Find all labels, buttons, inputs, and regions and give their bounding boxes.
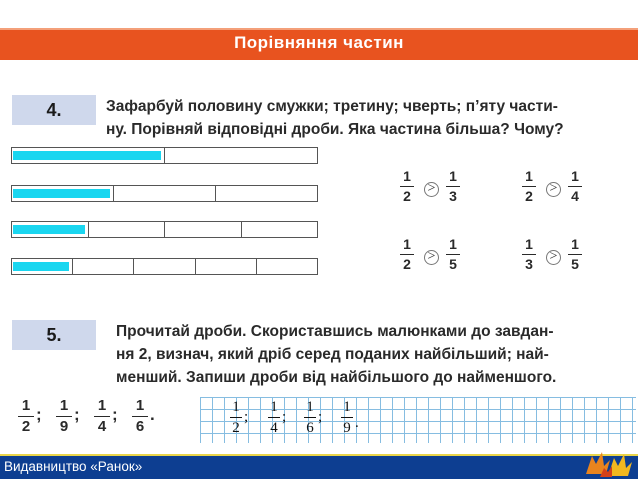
strip-segment-filled[interactable] (12, 259, 73, 274)
task-5-fraction: 1 2 (18, 397, 34, 436)
comparison-sign: > (427, 181, 436, 196)
comparison-sign-field[interactable] (424, 250, 439, 265)
answer-fraction: 1 2 (230, 399, 242, 436)
strip-segment[interactable] (73, 259, 134, 274)
strip-segment[interactable] (242, 222, 318, 237)
separator: ; (36, 405, 42, 424)
strip-segment[interactable] (165, 222, 242, 237)
strip-segment[interactable] (257, 259, 317, 274)
autumn-leaves-icon (578, 446, 636, 478)
title-bar (0, 28, 638, 60)
strip-quarters[interactable] (11, 221, 318, 238)
strip-segment[interactable] (114, 186, 216, 201)
fraction: 1 5 (568, 236, 582, 273)
publisher-label: Видавництво «Ранок» (4, 459, 143, 474)
task-5-text-line-3: менший. Запиши дроби від найбільшого до найменшого. (116, 369, 557, 386)
fraction: 1 3 (522, 236, 536, 273)
comparison-sign: > (427, 249, 436, 264)
task-4-text-line-2: ну. Порівняй відповідні дроби. Яка частина більша? Чому? (106, 121, 564, 138)
separator: ; (282, 409, 287, 425)
comparison-sign-field[interactable] (424, 182, 439, 197)
strip-segment-filled[interactable] (12, 148, 165, 163)
separator: . (150, 405, 155, 424)
task-5-fraction: 1 6 (132, 397, 148, 436)
strip-segment-filled[interactable] (12, 186, 114, 201)
answer-fraction: 1 9 (341, 399, 353, 436)
answer-fraction: 1 4 (268, 399, 280, 436)
task-5-badge: 5. (12, 320, 96, 350)
task-5-text-line-1: Прочитай дроби. Скориставшись малюнками до завдан- (116, 323, 554, 340)
strip-segment[interactable] (216, 186, 317, 201)
comparison-sign: > (549, 181, 558, 196)
answer-fraction: 1 6 (304, 399, 316, 436)
comparison-4 (522, 236, 592, 280)
strip-segment[interactable] (134, 259, 195, 274)
footer-bar (0, 454, 638, 479)
separator: ; (318, 409, 323, 425)
separator: . (355, 415, 359, 431)
slide-title: Порівняння частин (234, 33, 404, 52)
fraction: 1 4 (568, 168, 582, 205)
strip-segment[interactable] (89, 222, 166, 237)
comparison-sign: > (549, 249, 558, 264)
strip-fifths[interactable] (11, 258, 318, 275)
separator: ; (112, 405, 118, 424)
comparison-3 (400, 236, 470, 280)
fraction: 1 2 (400, 236, 414, 273)
comparison-sign-field[interactable] (546, 182, 561, 197)
strip-halves[interactable] (11, 147, 318, 164)
fraction: 1 2 (400, 168, 414, 205)
strip-segment[interactable] (165, 148, 317, 163)
comparison-2 (522, 168, 592, 212)
strip-segment-filled[interactable] (12, 222, 89, 237)
comparison-sign-field[interactable] (546, 250, 561, 265)
task-4-badge: 4. (12, 95, 96, 125)
answer-grid[interactable] (200, 397, 636, 443)
strip-segment[interactable] (196, 259, 257, 274)
task-5-text-line-2: ня 2, визнач, який дріб серед поданих найбільший; най- (116, 346, 549, 363)
separator: ; (74, 405, 80, 424)
task-5-fraction: 1 4 (94, 397, 110, 436)
task-4-text-line-1: Зафарбуй половину смужки; третину; чверть; п’яту части- (106, 98, 558, 115)
fraction: 1 3 (446, 168, 460, 205)
fraction: 1 2 (522, 168, 536, 205)
separator: ; (244, 409, 249, 425)
task-5-fraction: 1 9 (56, 397, 72, 436)
fraction: 1 5 (446, 236, 460, 273)
comparison-1 (400, 168, 470, 212)
strip-thirds[interactable] (11, 185, 318, 202)
